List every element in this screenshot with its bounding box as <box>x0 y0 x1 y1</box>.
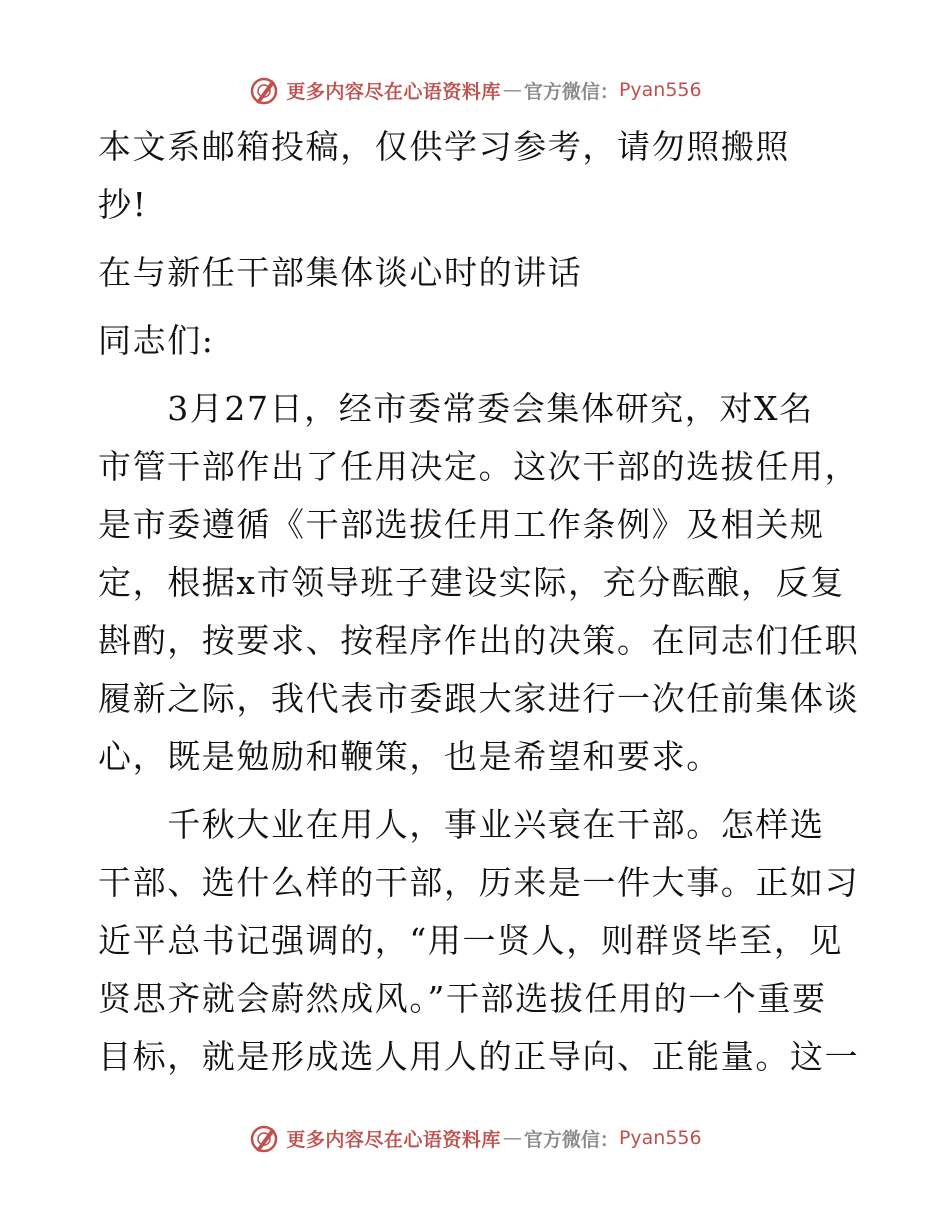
paragraph-1-line-5: 斟酌，按要求、按程序作出的决策。在同志们任职 <box>98 621 860 660</box>
paragraph-2-line-2: 干部、选什么样的干部，历来是一件大事。正如习 <box>98 863 860 902</box>
watermark-site-text: 更多内容尽在心语资料库 <box>286 80 501 103</box>
watermark-dash: — <box>502 79 522 101</box>
paragraph-2-line-1: 千秋大业在用人，事业兴衰在干部。怎样选 <box>98 805 825 844</box>
notice-line-1: 本文系邮箱投稿，仅供学习参考，请勿照搬照 <box>98 127 790 166</box>
watermark-wechat-label: 官方微信 <box>523 80 600 103</box>
paragraph-1-line-3: 是市委遵循《干部选拔任用工作条例》及相关规 <box>98 505 825 544</box>
paragraph-1-line-6: 履新之际，我代表市委跟大家进行一次任前集体谈 <box>98 679 860 718</box>
watermark-wechat-label: 官方微信 <box>523 1128 600 1151</box>
notice-line-2: 抄! <box>98 185 148 224</box>
speech-title: 在与新任干部集体谈心时的讲话 <box>98 253 583 292</box>
paragraph-1-line-1: 3月27日，经市委常委会集体研究，对X名 <box>98 389 814 428</box>
paragraph-1-line-4: 定，根据x市领导班子建设实际，充分酝酿，反复 <box>98 563 845 602</box>
paragraph-1-line-2: 市管干部作出了任用决定。这次干部的选拔任用， <box>98 447 860 486</box>
document-body <box>98 118 858 1086</box>
watermark-separator: ： <box>599 1128 619 1151</box>
pen-circle-icon <box>248 1122 280 1154</box>
watermark-dash: — <box>502 1127 522 1149</box>
paragraph-2-line-3: 近平总书记强调的，“用一贤人，则群贤毕至，见 <box>98 921 844 960</box>
header-watermark <box>0 70 950 110</box>
salutation: 同志们: <box>98 321 215 360</box>
paragraph-2-line-5: 目标，就是形成选人用人的正导向、正能量。这一 <box>98 1037 860 1076</box>
watermark-wechat-id: Pyan556 <box>618 1127 702 1149</box>
paragraph-2-line-4: 贤思齐就会蔚然成风。”干部选拔任用的一个重要 <box>98 979 827 1018</box>
pen-circle-icon <box>248 74 280 106</box>
watermark-wechat-id: Pyan556 <box>618 79 702 101</box>
footer-watermark <box>0 1118 950 1158</box>
watermark-separator: ： <box>599 80 619 103</box>
watermark-site-text: 更多内容尽在心语资料库 <box>286 1128 501 1151</box>
paragraph-1-line-7: 心，既是勉励和鞭策，也是希望和要求。 <box>98 737 721 776</box>
